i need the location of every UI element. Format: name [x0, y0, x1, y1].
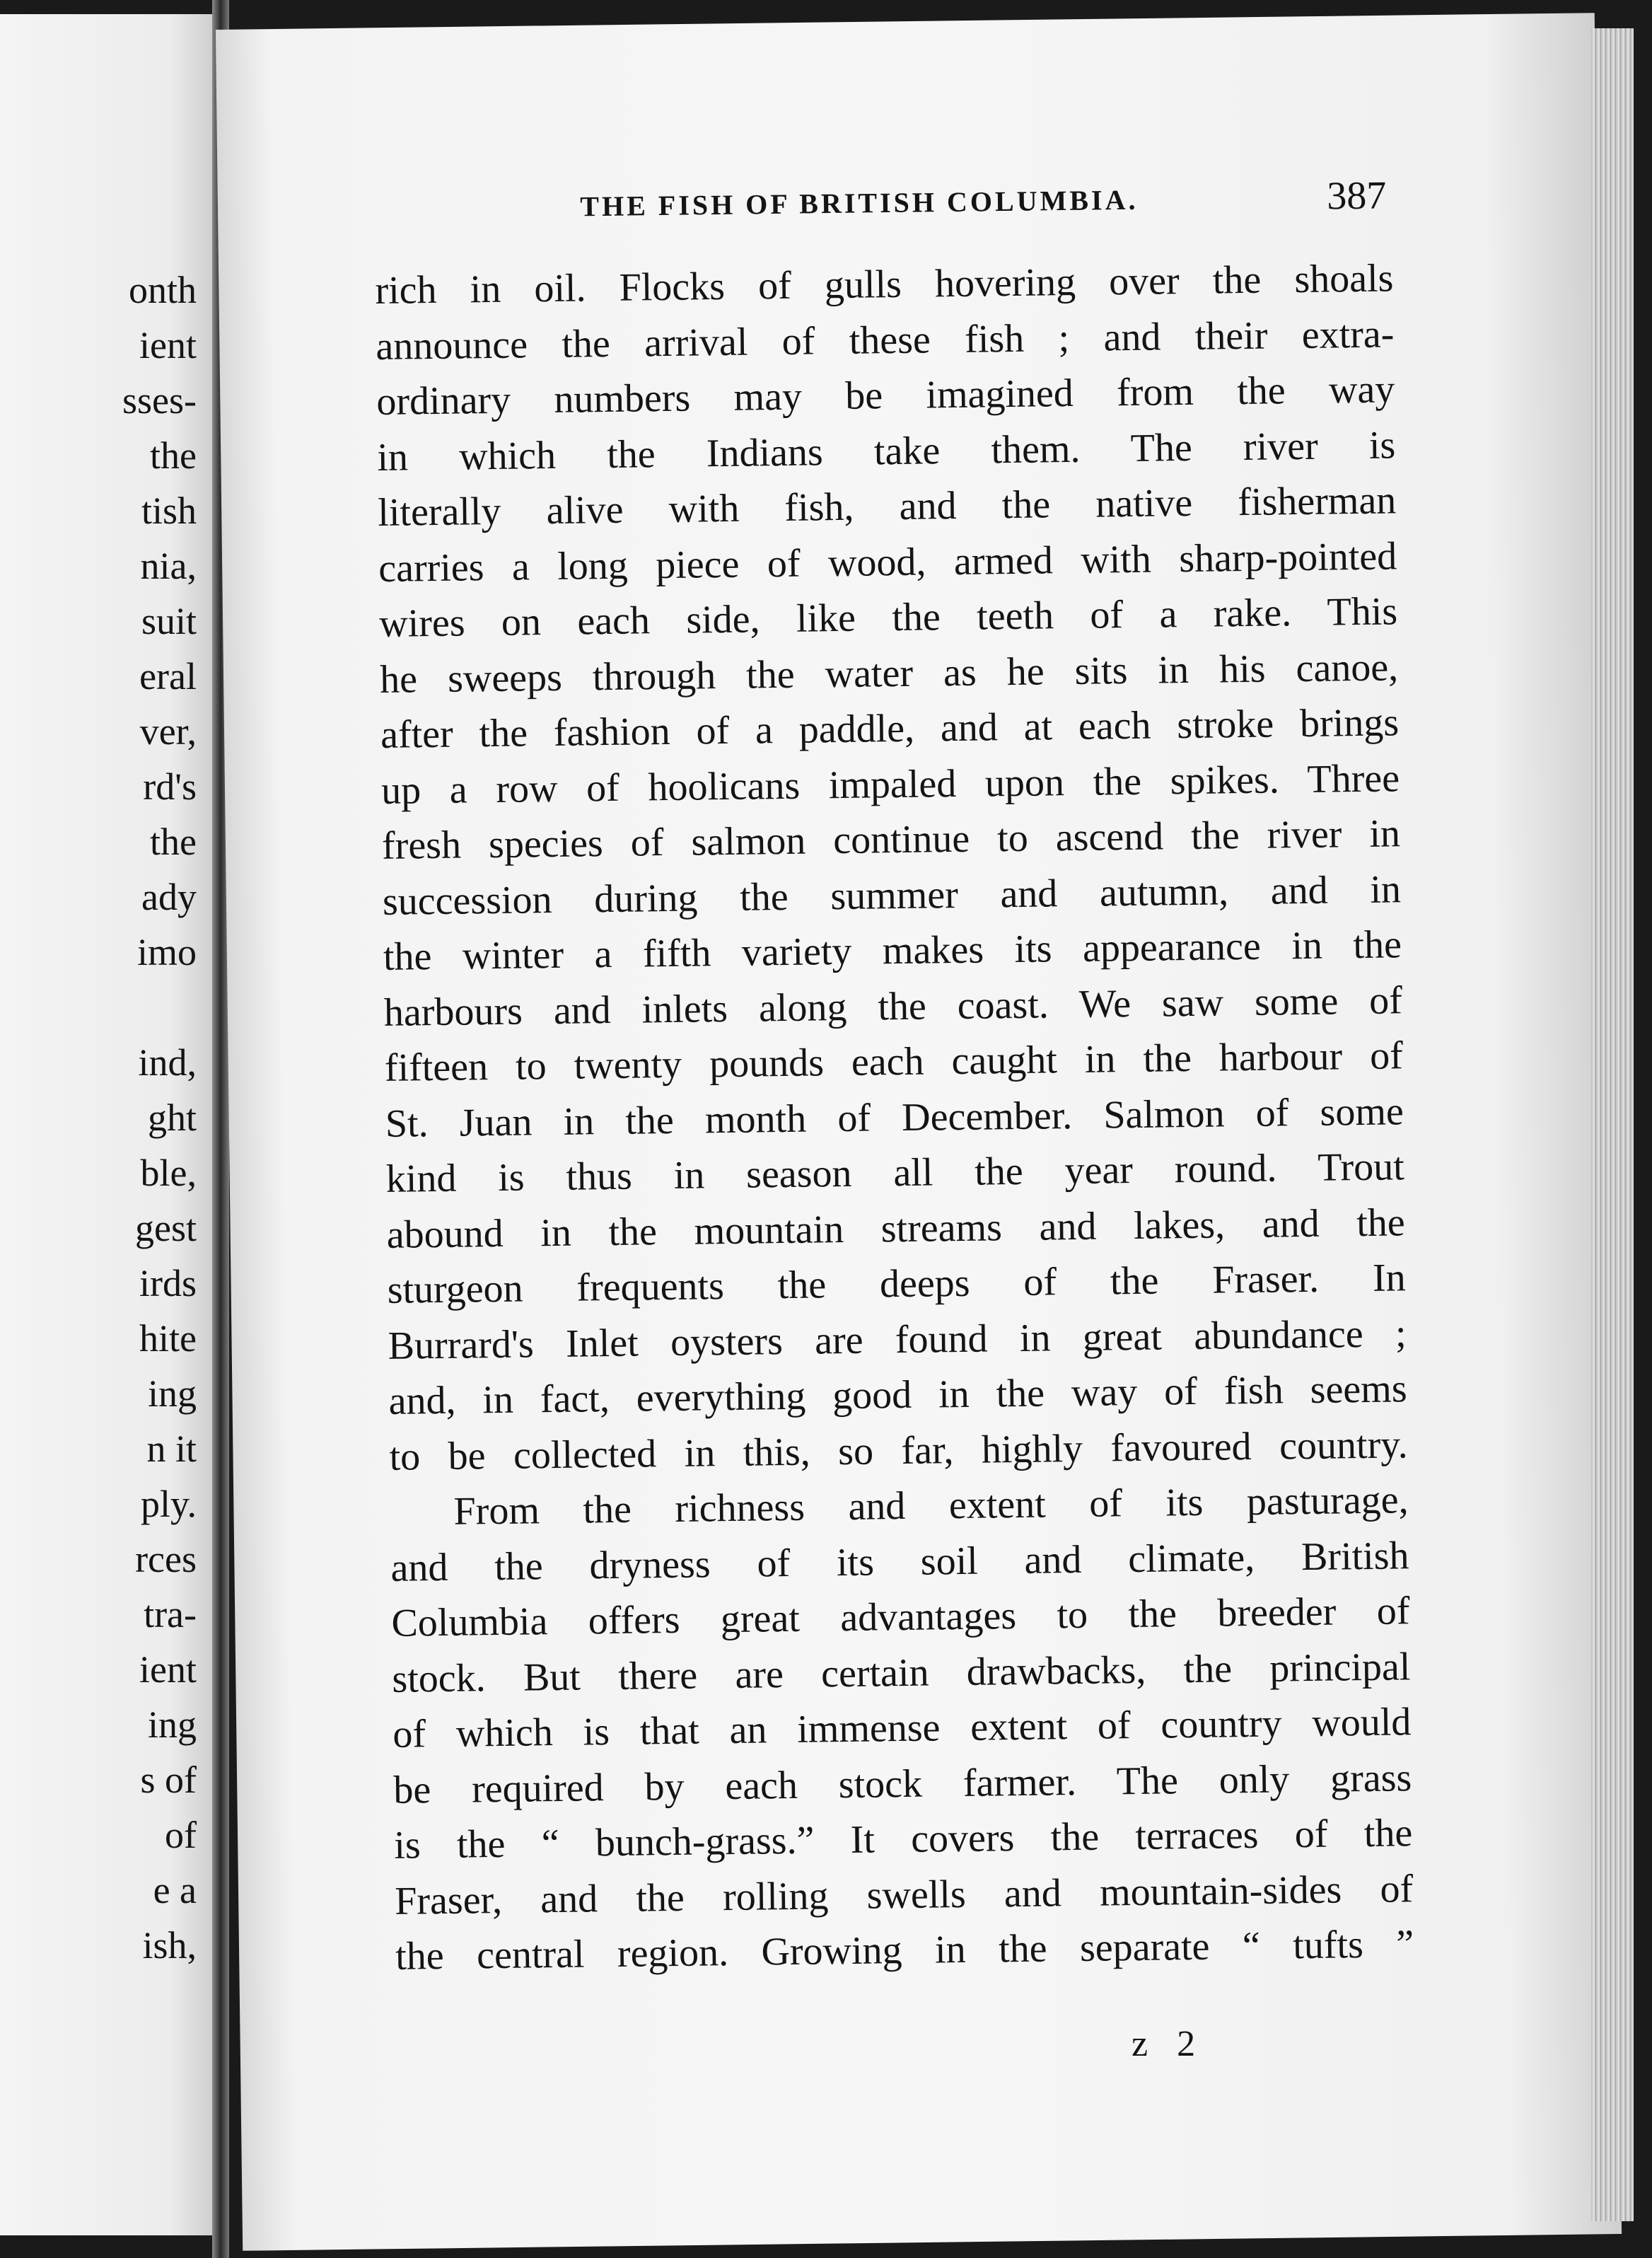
- previous-page-line: ish,: [142, 1924, 197, 1967]
- previous-page-line: the: [150, 434, 197, 477]
- text-line: carries a long piece of wood, armed with sharp-pointed: [378, 533, 1397, 591]
- previous-page-line: nia,: [140, 545, 197, 587]
- text-line: and, in fact, everything good in the way of fish seems: [388, 1367, 1407, 1423]
- previous-page-line: imo: [136, 931, 197, 973]
- signature-mark: z 2: [1132, 2024, 1206, 2064]
- text-line: and the dryness of its soil and climate, British: [390, 1533, 1409, 1590]
- text-line: be required by each stock farmer. The only grass: [392, 1755, 1412, 1812]
- previous-page-line: ient: [139, 1648, 197, 1691]
- previous-page-line: ient: [139, 324, 197, 366]
- previous-page-line: of: [165, 1814, 197, 1856]
- previous-page-line: hite: [139, 1317, 197, 1360]
- text-line: Fraser, and the rolling swells and mountain-sides of: [394, 1866, 1414, 1923]
- text-line: ordinary numbers may be imagined from the way: [376, 367, 1395, 424]
- previous-page-line: n it: [146, 1428, 197, 1470]
- previous-page-line: ght: [147, 1096, 197, 1139]
- text-line: fresh species of salmon continue to ascend the river in: [381, 811, 1401, 868]
- previous-page-line: e a: [153, 1869, 197, 1911]
- text-line: St. Juan in the month of December. Salmon of some: [385, 1089, 1404, 1146]
- previous-page: [0, 14, 212, 2235]
- previous-page-line: ind,: [138, 1041, 197, 1084]
- running-head-title: THE FISH OF BRITISH COLUMBIA.: [580, 183, 1139, 223]
- text-line: literally alive with fish, and the native fisherman: [377, 478, 1397, 535]
- previous-page-line: tish: [141, 490, 197, 532]
- text-line: From the richness and extent of its pasturage,: [453, 1478, 1409, 1534]
- text-line: fifteen to twenty pounds each caught in the harbour of: [384, 1034, 1404, 1090]
- text-line: wires on each side, like the teeth of a rake. This: [378, 589, 1398, 646]
- previous-page-line: irds: [139, 1262, 197, 1304]
- text-line: succession during the summer and autumn, and in: [382, 867, 1402, 924]
- previous-page-line: eral: [139, 655, 197, 697]
- text-line: harbours and inlets along the coast. We saw some of: [383, 978, 1403, 1035]
- previous-page-line: the: [150, 821, 197, 863]
- previous-page-line: ply.: [141, 1483, 197, 1525]
- text-line: stock. But there are certain drawbacks, the principal: [392, 1644, 1411, 1701]
- text-line: to be collected in this, so far, highly favoured country.: [389, 1422, 1408, 1479]
- previous-page-line: s of: [140, 1759, 197, 1801]
- previous-page-line: rces: [135, 1538, 197, 1580]
- previous-page-line: suit: [141, 600, 197, 642]
- text-line: kind is thus in season all the year round. Trout: [385, 1145, 1405, 1201]
- text-line: is the “ bunch-grass.” It covers the terraces of the: [393, 1811, 1413, 1868]
- page-number: 387: [1326, 173, 1387, 219]
- previous-page-line: ble,: [140, 1152, 197, 1194]
- body-text: [375, 250, 1414, 1984]
- text-line: Burrard's Inlet oysters are found in great abundance ;: [388, 1311, 1407, 1368]
- text-line: sturgeon frequents the deeps of the Fraser. In: [387, 1256, 1407, 1312]
- text-line: he sweeps through the water as he sits in his canoe,: [379, 644, 1399, 702]
- text-line: of which is that an immense extent of country would: [392, 1700, 1412, 1756]
- text-line: in which the Indians take them. The river is: [376, 422, 1396, 480]
- previous-page-line: ing: [147, 1703, 197, 1746]
- page-edge: [1591, 28, 1634, 2221]
- text-line: abound in the mountain streams and lakes, and the: [386, 1200, 1406, 1257]
- text-line: announce the arrival of these fish ; and their extra-: [376, 311, 1395, 369]
- text-line: after the fashion of a paddle, and at each stroke brings: [380, 700, 1400, 757]
- previous-page-line: rd's: [143, 765, 197, 808]
- text-line: Columbia offers great advantages to the breeder of: [391, 1589, 1410, 1645]
- previous-page-line: onth: [128, 269, 197, 311]
- previous-page-line: ing: [147, 1372, 197, 1415]
- text-line: up a row of hoolicans impaled upon the spikes. Three: [380, 755, 1400, 813]
- previous-page-line: gest: [135, 1207, 197, 1249]
- text-line: the winter a fifth variety makes its appearance in the: [383, 922, 1402, 979]
- text-line: the central region. Growing in the separate “ tufts ”: [395, 1922, 1414, 1979]
- previous-page-line: ady: [141, 876, 197, 918]
- previous-page-line: tra-: [144, 1593, 197, 1635]
- previous-page-line: sses-: [122, 379, 197, 422]
- previous-page-line: ver,: [139, 710, 197, 753]
- text-line: rich in oil. Flocks of gulls hovering over the shoals: [375, 256, 1394, 313]
